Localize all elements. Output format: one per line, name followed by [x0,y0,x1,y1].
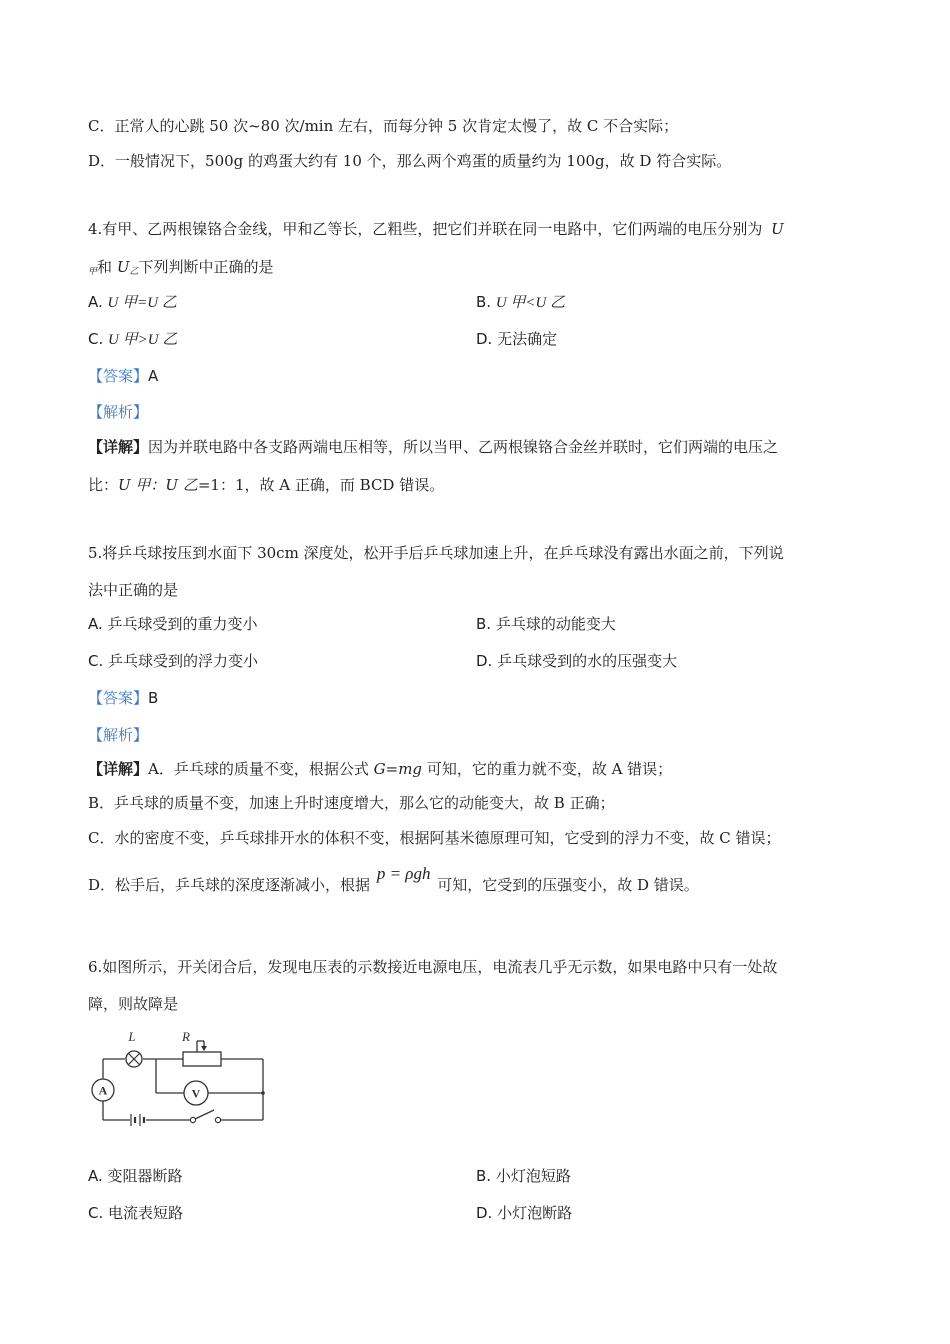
q5-detail-b: B．乒乓球的质量不变，加速上升时速度增大，那么它的动能变大，故 B 正确； [88,794,615,812]
lamp-label: L [128,1029,136,1044]
q4-stem-text: 4.有甲、乙两根镍铬合金线，甲和乙等长，乙粗些，把它们并联在同一电路中，它们两端的电压分别为 [88,220,763,238]
rheostat-symbol [183,1052,221,1066]
q6-option-c-label: C. [88,1204,104,1222]
q6-stem-line-2: 障，则故障是 [88,995,179,1013]
q5-option-d[interactable] [476,651,677,671]
ammeter-label: A [98,1083,108,1098]
q5-detail-d [88,864,699,895]
q5-stem-line-1: 5.将乒乓球按压到水面下 30cm 深度处，松开手后乒乓球加速上升，在乒乓球没有露出水面之前，下列说 [88,544,784,562]
q4-option-b[interactable] [476,292,565,313]
q5-answer-value: B [148,689,159,707]
q5-stem-line-2: 法中正确的是 [88,581,179,599]
q5-detail-d-formula: p = ρgh [376,864,431,883]
q5-detail-d-pre: D．松手后，乒乓球的深度逐渐减小，根据 [88,876,371,894]
circuit-diagram [86,1026,276,1136]
q5-option-c-text: 乒乓球受到的浮力变小 [108,652,259,670]
q5-option-b[interactable] [476,614,616,634]
q4-stem-end: 下列判断中正确的是 [138,258,274,276]
q6-option-b-text: 小灯泡短路 [495,1167,571,1185]
q4-stem-line-2 [88,257,274,282]
lamp-symbol [126,1051,142,1067]
q3-option-d-analysis: D．一般情况下，500g 的鸡蛋大约有 10 个，那么两个鸡蛋的质量约为 100g，故 D 符合实际。 [88,152,732,170]
q4-detail-line-2 [88,475,444,495]
junction-dot [261,1091,265,1095]
q5-option-a[interactable] [88,614,258,634]
battery-symbol [131,1114,144,1126]
q4-option-d-label: D. [476,330,493,348]
q6-option-a-text: 变阻器断路 [107,1167,183,1185]
switch-contact-left [190,1117,195,1122]
q4-stem-line-1 [88,219,784,239]
q4-analysis-tag: 【解析】 [88,403,149,421]
q6-option-b[interactable] [476,1166,571,1186]
q4-option-d[interactable] [476,329,557,349]
q4-detail-expr: U 甲：U 乙 [118,476,198,494]
q5-detail-a-formula: G=mg [373,760,423,778]
q4-detail-text-1: 因为并联电路中各支路两端电压相等，所以当甲、乙两根镍铬合金丝并联时，它们两端的电压之 [148,438,779,456]
q4-stem-var-u: U [771,220,784,238]
q4-var-u2: U [116,258,130,276]
q5-detail-d-post: 可知，它受到的压强变小，故 D 错误。 [437,876,699,894]
q5-option-d-text: 乒乓球受到的水的压强变大 [497,652,678,670]
q4-answer-value: A [148,367,159,385]
q5-option-c[interactable] [88,651,258,671]
q4-detail-post: =1：1，故 A 正确，而 BCD 错误。 [197,476,445,494]
q5-detail-c: C．水的密度不变，乒乓球排开水的体积不变，根据阿基米德原理可知，它受到的浮力不变，故 C 错误； [88,829,781,847]
q5-option-a-label: A. [88,615,103,633]
switch-contact-right [215,1117,220,1122]
q4-detail-pre: 比： [88,476,119,494]
q4-sub-jia: 甲 [88,267,98,277]
q4-option-b-expr: U 甲<U 乙 [495,295,566,311]
resistor-label: R [182,1029,190,1044]
q6-option-d[interactable] [476,1203,572,1223]
q5-detail-a-post: 可知，它的重力就不变，故 A 错误； [426,760,673,778]
q5-option-a-text: 乒乓球受到的重力变小 [107,615,258,633]
q4-option-b-label: B. [476,293,492,311]
q4-option-c-expr: U 甲>U 乙 [108,332,178,348]
q4-answer-tag: 【答案】 [88,367,149,385]
q3-option-c-analysis: C．正常人的心跳 50 次~80 次/min 左右，而每分钟 5 次肯定太慢了，故 C 不合实际； [88,117,679,135]
q4-detail-tag: 【详解】 [88,438,149,456]
q5-answer-tag: 【答案】 [88,689,149,707]
q5-answer [88,688,158,708]
q4-option-a-label: A. [88,293,103,311]
rheostat-arrow [201,1046,207,1051]
q6-option-a-label: A. [88,1167,103,1185]
q5-option-d-label: D. [476,652,493,670]
q4-option-c-label: C. [88,330,104,348]
q5-detail-tag: 【详解】 [88,760,149,778]
q4-detail-line-1 [88,437,778,457]
q4-option-c[interactable] [88,329,177,350]
q5-option-b-label: B. [476,615,492,633]
q5-option-b-text: 乒乓球的动能变大 [495,615,616,633]
q4-option-a-expr: U 甲=U 乙 [107,295,177,311]
q6-option-a[interactable] [88,1166,183,1186]
q4-sub-yi: 乙 [129,267,139,277]
q4-answer [88,366,158,386]
q6-option-d-text: 小灯泡断路 [497,1204,573,1222]
q6-option-c[interactable] [88,1203,183,1223]
q5-analysis-tag: 【解析】 [88,726,149,744]
q4-option-a[interactable] [88,292,177,313]
q5-option-c-label: C. [88,652,104,670]
q5-detail-a [88,759,672,779]
q5-detail-a-pre: A．乒乓球的质量不变，根据公式 [148,760,369,778]
q6-stem-line-1: 6.如图所示，开关闭合后，发现电压表的示数接近电源电压，电流表几乎无示数，如果电路中只有一处故 [88,958,778,976]
q6-option-b-label: B. [476,1167,492,1185]
q6-option-d-label: D. [476,1204,493,1222]
voltmeter-label: V [191,1086,201,1101]
q6-option-c-text: 电流表短路 [108,1204,184,1222]
q4-option-d-text: 无法确定 [497,330,558,348]
q4-and: 和 [97,258,113,276]
